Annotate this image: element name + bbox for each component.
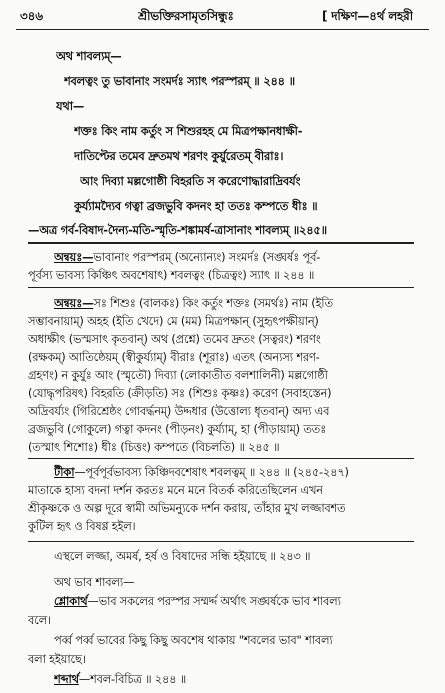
shlokartha-label: শ্লোকার্থ [54,594,88,608]
anvaya-text: (রক্ষকম্‌) আতিষ্ঠেয়ম্‌ (স্বীকুর্য্যাম্‌) বীরাঃ (শূরাঃ) এতৎ (অন্যস্য শরণ- [28,350,320,364]
book-title: শ্রীভক্তিরসামৃতসিন্ধুঃ [138,9,234,23]
anvaya-text: অধাক্ষীৎ (ভস্মসাৎ কৃতবান্‌) অথ (প্রশ্নে) তমেব দ্রুতং (সত্বরং) শরণং [28,332,321,346]
verse-line-3: আং দিব্যা মল্লগোষ্ঠী বিহরতি স করেণোদ্ধারাদ্রিবর্যং [80,174,301,188]
section-rule [28,242,414,244]
header-rule [16,29,429,30]
translation-heading: অথ ভাব শাবল্য— [54,575,135,589]
verse-line-4: কুর্য্যামদ্যৈব গত্বা ব্রজভুবি কদনং হা ততঃ কম্পতে ধীঃ ॥ [74,199,318,213]
tika-text: কুটিল হৃৎ ও বিষণ্ণ হইল। [28,519,136,533]
anvaya-text: পূর্বস্য ভাবস্য কিঞ্চিৎ অবশেষাৎ) শবলত্বং (চিত্রত্বং) স্যাৎ ॥ ২৪৪ ॥ [28,268,315,282]
anvaya-text: (তস্মাৎ শিশোঃ) ধীঃ (চিত্তং) কম্পতে (বিচলতি) ॥ ২৪৫ ॥ [28,440,280,454]
anvaya-text: সম্ভাবনায়াম্‌) অহহ (ইতি খেদে) মে (মম) মিত্রপক্ষান্‌ (সুহৃৎপক্ষীয়ান্‌) [28,314,319,328]
translation-text: —ভাব সকলের পরস্পর সম্মর্দ্দ অর্থাৎ সঙ্ঘর্ষকে ভাব শাবল্য [87,594,341,608]
section-rule [28,541,414,542]
anvaya-label: অন্বয়ঃ— [54,296,94,310]
shabdartha-label: শব্দার্থ [54,672,79,686]
translation-text: বলে। [28,613,51,627]
verse-line-2: দাতিপ্টের তমেব দ্রুতমথ শরণং কুর্য়ুরেতম্‌ বীরাঃ। [74,149,284,163]
tika-text: শ্রীকৃষ্ণকে ও অল্প দূরে স্বামী অভিমন্যুকে দর্শন করায়, তাঁহার মুখ লজ্জাবশত [28,501,346,515]
verse-line-1: শক্তঃ কিং নাম কর্তুং স শিশুরহহ মে মিত্রপক্ষানধাক্ষী- [74,124,303,138]
translation-text: পর্ব্ব পর্ব্ব ভাবের কিছু কিছু অবশেষ থাকায় "শবলের ভাব" শাবল্য [54,633,333,647]
anvaya-text: (যোদ্ধৃপরিষৎ) বিহরতি (ক্রীড়তি) সঃ (শিশুঃ কৃষ্ণঃ) করেণ (সবাহস্তেন) [28,386,332,400]
sutra-heading: অথ শাবল্যম্‌— [56,49,122,63]
section-header: [ দক্ষিণ—৪র্থ লহরী [322,9,413,23]
section-rule [28,458,414,459]
anvaya-text: সঃ শিশুঃ (বালকঃ) কিং কর্তুং শক্তঃ (সমর্থঃ) নাম (ইতি [93,296,333,310]
example-label: যথা— [56,99,85,113]
shabdartha-text: —শবল-বিচিত্র ॥ ২৪৪ ॥ [78,672,187,686]
tika-text: —পূর্বপূর্বভাবস্য কিঞ্চিদবশেষাৎ শবলত্বম্‌ ॥ ২৪৪ ॥ (২৪৫-২৪৭) [74,465,349,479]
anvaya-label: অন্বয়ঃ— [54,250,94,264]
section-rule [28,287,414,288]
sutra-verse: শবলত্বং তু ভাবানাং সংমর্দঃ স্যাৎ পরস্পরম্‌ ॥ ২৪৪ ॥ [64,74,295,88]
page-number: ৩৪৬ [20,9,43,23]
anvaya-text: ব্রজভুবি (গোকুলে) গত্বা কদনং (পীড়নং) কুর্য্যাম্‌, হা (পীড়ায়াম্‌) ততঃ [28,422,327,436]
verse-summary: —অত্র গর্ব-বিষাদ-দৈন্য-মতি-স্মৃতি-শঙ্কামর্ষ-ত্রাসানাং শাবল্যম্‌ ॥২৪৫॥ [28,223,327,237]
note-line: এস্থলে লজ্জা, অমর্ষ, হর্ষ ও বিষাদের সন্ধি হইয়াছে ॥ ২৪৩ ॥ [54,549,311,563]
anvaya-text: ভাবানাং পরস্পরম্‌ (অন্যোন্যং) সংমর্দঃ (সঙ্ঘর্ষঃ পূর্ব- [93,250,321,264]
anvaya-text: গ্রহণং) ন কুর্যুঃ আং (স্মৃতৌ) দিব্যা (লোকাতীত বলশালিনী) মল্লগোষ্ঠী [28,368,328,382]
tika-label: টীকা [54,465,75,479]
anvaya-text: অদ্রিবর্য্যং (গিরিশ্রেষ্ঠং গোবর্দ্ধনম্‌) উদ্দধার (উত্তোল্য ধৃতবান্‌) অদ্য এব [28,404,330,418]
tika-text: মাতাকে হাস্য বদনা দর্শন করতঃ মনে মনে বিতর্ক করিতেছিলেন এখন [28,483,323,497]
translation-text: বলা হইয়াছে। [28,652,86,666]
